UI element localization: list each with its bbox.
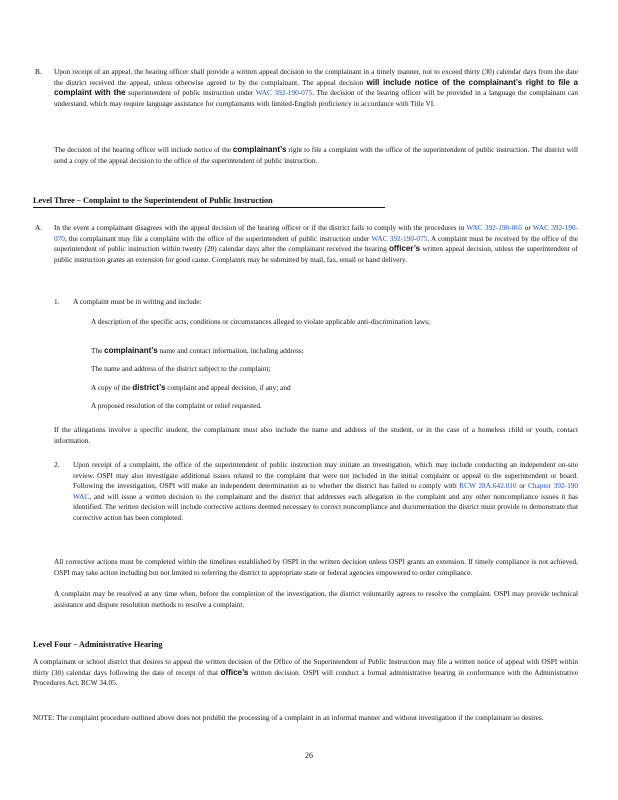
text: A complainant or school district that desires to appeal the written decision of the Office of the Superintendent of Public Instruction may file a written notice of appeal with OSPI within thirty (30) calendar days following the date of receipt of that (33, 657, 578, 677)
text: . A complaint must be received by the office of the superintendent of public instruction within twenty (20) calendar days after the complainant received the hearing (54, 233, 578, 254)
section-b-paragraph-2 (54, 145, 578, 166)
section-b-paragraph (54, 67, 578, 109)
text: In the event a complainant disagrees with the appeal decision of the hearing officer or if the district fails to comply with the procedures in (54, 223, 467, 232)
level-three-heading: Level Three – Complaint to the Superintendent of Public Instruction (33, 196, 273, 205)
text: A description of the specific acts, conditions or circumstances alleged to violate applicable anti-discrimination laws; (91, 317, 430, 326)
text: The name and address of the district subject to the complaint; (91, 364, 271, 373)
text: superintendent of public instruction under (125, 88, 256, 98)
bullet-item (91, 383, 577, 394)
wac-link[interactable]: WAC 392-190-075 (255, 88, 313, 98)
bullet-item (91, 364, 577, 375)
bold-text: will include notice of the complainant’s right to file a complaint with the (54, 77, 578, 98)
wac-link[interactable]: WAC 392-190-070 (54, 223, 578, 243)
item-1-text: A complaint must be in writing and include: (73, 297, 202, 306)
section-a-marker: A. (35, 223, 43, 232)
text: written decision. OSPI will conduct a formal administrative hearing in conformance with the Administrative Procedures Act, RCW 34.05. (33, 667, 578, 688)
text: , and will issue a written decision to the complainant and the district that addresses each allegation in the complaint and any other noncompliance issues it has identified. The written decision will include corrective actions deemed necessary to correct noncompliance and documentation the district must provide to demonstrate that corrective action has been completed. (73, 491, 578, 522)
bold-text: office’s (220, 667, 249, 677)
level-four-heading: Level Four – Administrative Hearing (33, 640, 163, 649)
allegation-paragraph: If the allegations involve a specific student, the complainant must also include the name and address of the student, or in the case of a homeless child or youth, contact information. (54, 425, 578, 445)
text: A copy of the (91, 383, 133, 392)
text: Upon receipt of a complaint, the office of the superintendent of public instruction may initiate an investigation, which may include conducting an independent on-site review. OSPI may also investigate additional issues related to the complaint that were not included in the initial complaint or appeal to the superintendent or board. Following the investigation, OSPI will make an independent determination as to whether the district has failed to comply with (73, 460, 578, 491)
text: The (91, 346, 105, 355)
wac-link[interactable]: WAC 392-190-075 (371, 233, 428, 243)
text: Upon receipt of an appeal, the hearing officer shall provide a written appeal decision to the complainant in a timely manner, not to exceed thirty (30) calendar days from the date the district received the appeal, unless otherwise agreed to by the complainant. The appeal decision (54, 67, 578, 87)
heading-underline (33, 207, 385, 208)
item-1-marker: 1. (54, 297, 60, 306)
wac-link[interactable]: WAC 392-190-065 (466, 223, 523, 232)
corrective-paragraph: All corrective actions must be completed within the timelines established by OSPI in the written decision unless OSPI grants an extension. If timely compliance is not achieved, OSPI may take action including but not limited to referring the district to appropriate state or federal agencies empowered to order compliance. (54, 557, 578, 577)
bullet-item (91, 401, 577, 412)
wac-chapter-link[interactable]: Chapter 392-190 WAC (73, 481, 579, 501)
text: or (522, 223, 533, 232)
bullet-item (91, 346, 577, 357)
text: or (516, 481, 528, 491)
text: The decision of the hearing officer will include notice of the (54, 145, 233, 154)
rcw-link[interactable]: RCW 28A.642.010 (459, 481, 517, 491)
page-number: 26 (305, 751, 313, 760)
resolved-paragraph: A complaint may be resolved at any time when, before the completion of the investigation, the district voluntarily agrees to resolve the complaint. OSPI may provide technical assistance and dispute resolution methods to resolve a complaint. (54, 589, 578, 609)
text: right to file a complaint with the office of the superintendent of public instruction. The district will send a copy of the appeal decision to the office of the superintendent of public instruction. (54, 145, 579, 165)
item-2-paragraph (73, 460, 578, 524)
level-four-paragraph (33, 657, 578, 689)
bold-text: complainant’s (104, 346, 158, 355)
bullet-item (91, 317, 577, 328)
section-b-marker: B. (35, 67, 42, 76)
text: , the complainant may file a complaint with the office of the superintendent of public instruction under (64, 233, 372, 243)
bold-text: district’s (132, 383, 166, 392)
note-paragraph: NOTE: The complaint procedure outlined above does not prohibit the processing of a complaint in an informal manner and without investigation if the complainant so desires. (33, 713, 544, 722)
text: complaint and appeal decision, if any; and (165, 383, 291, 392)
item-2-marker: 2. (54, 460, 60, 469)
text: A proposed resolution of the complaint or relief requested. (91, 401, 262, 410)
text: . The decision of the hearing officer will be provided in a language the complainant can understand, which may require language assistance for complainants with limited-English proficiency in accordance with Title VI. (54, 88, 578, 108)
text: written appeal decision, unless the superintendent of public instruction grants an extension for good cause. Complaints may be submitted by mail, fax, email or hand delivery. (54, 244, 578, 264)
bold-text: complainant’s (232, 145, 287, 154)
bold-text: officer’s (389, 244, 421, 254)
text: name and contact information, including address; (157, 346, 304, 355)
section-a-paragraph (54, 223, 578, 265)
